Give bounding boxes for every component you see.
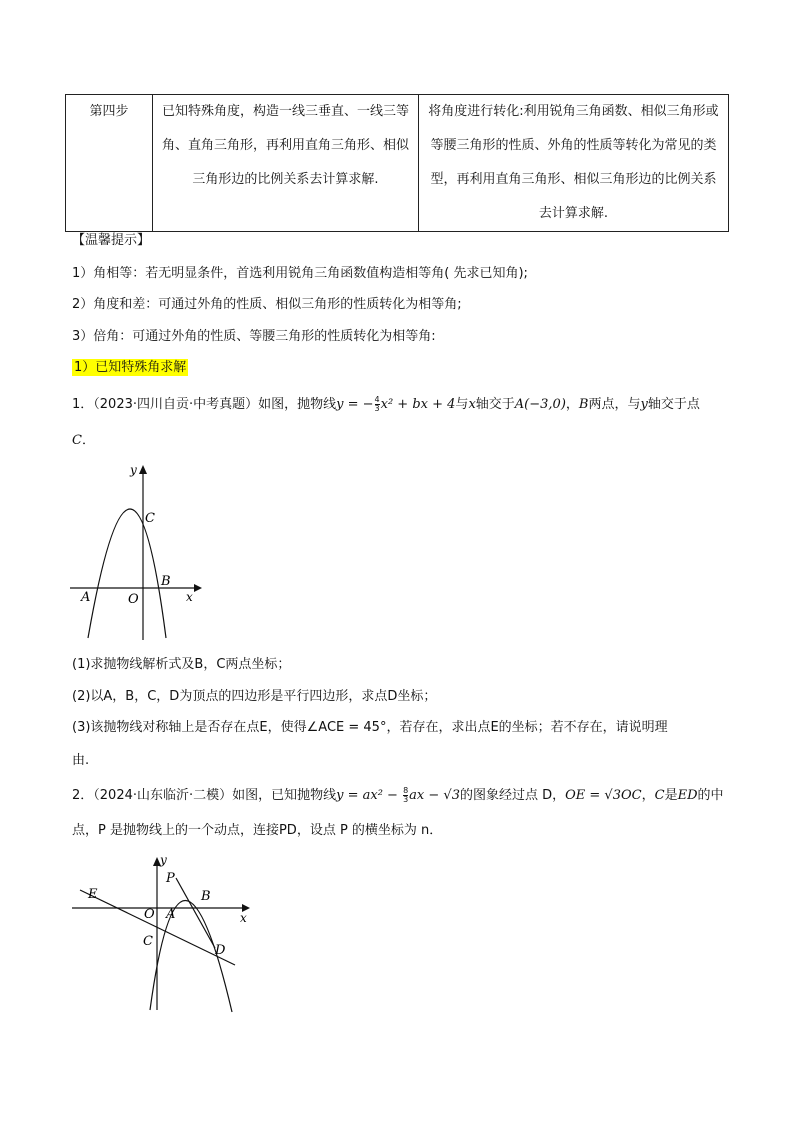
q2-intro: 2．（2024·山东临沂·二模）如图，已知抛物线y = ax² − $\frac{8}{3}$ ax − √3的图象经过点 D，OE = √3OC，C是ED的中 <box>72 786 724 804</box>
q1-parabola-figure <box>68 460 208 645</box>
q2-parabola-figure <box>70 850 260 1020</box>
section-label: 1）已知特殊角求解 <box>74 360 187 375</box>
q1-intro: 1．（2023·四川自贡·中考真题）如图，抛物线y = − $\frac{4}{3}$ x² + bx + 4与x轴交于A(−3,0)，B两点，与y轴交于点 <box>72 395 700 413</box>
fraction: $\frac{4}{3}$ <box>374 395 380 413</box>
q1-part: 由. <box>72 753 90 768</box>
tip-item: 1）角相等：若无明显条件，首选利用锐角三角函数值构造相等角( 先求已知角); <box>72 266 528 281</box>
point-label-p: P <box>166 871 175 886</box>
method-cell: 已知特殊角度，构造一线三垂直、一线三等角、直角三角形，再利用直角三角形、相似三角形边的比例关系去计算求解. <box>153 95 419 232</box>
q1-part: (3)该抛物线对称轴上是否存在点E，使得∠ACE = 45°，若存在，求出点E的坐标；若不存在，请说明理 <box>72 720 668 735</box>
point-label-d: D <box>215 943 226 958</box>
point-label-a: A <box>81 590 91 605</box>
point-label-a: A <box>166 907 176 922</box>
axis-label-y: y <box>130 463 137 477</box>
tip-item: 3）倍角：可通过外角的性质、等腰三角形的性质转化为相等角: <box>72 329 436 344</box>
point-label-c: C <box>143 934 153 949</box>
fraction: $\frac{8}{3}$ <box>403 786 409 804</box>
point-label-b: B <box>161 574 171 589</box>
origin-label: O <box>144 907 155 922</box>
method-table <box>65 94 729 232</box>
axis-label-x: x <box>186 590 193 604</box>
tips-heading: 【温馨提示】 <box>72 233 151 248</box>
table-row <box>66 95 729 232</box>
q1-part: (1)求抛物线解析式及B，C两点坐标； <box>72 657 291 672</box>
idea-cell: 将角度进行转化:利用锐角三角函数、相似三角形或等腰三角形的性质、外角的性质等转化为常见的类型，再利用直角三角形、相似三角形边的比例关系去计算求解. <box>419 95 729 232</box>
origin-label: O <box>128 592 139 607</box>
q1-intro-cont: C． <box>72 433 95 448</box>
step-cell: 第四步 <box>66 95 153 232</box>
axis-label-x: x <box>240 911 247 925</box>
point-label-c: C <box>145 511 155 526</box>
tip-item: 2）角度和差：可通过外角的性质、相似三角形的性质转化为相等角; <box>72 297 462 312</box>
axis-label-y: y <box>160 853 167 867</box>
point-label-e: E <box>88 887 98 902</box>
q1-part: (2)以A，B，C，D为顶点的四边形是平行四边形，求点D坐标； <box>72 689 437 704</box>
q2-intro-cont: 点，P 是抛物线上的一个动点，连接PD，设点 P 的横坐标为 n． <box>72 823 443 838</box>
point-label-b: B <box>201 889 211 904</box>
